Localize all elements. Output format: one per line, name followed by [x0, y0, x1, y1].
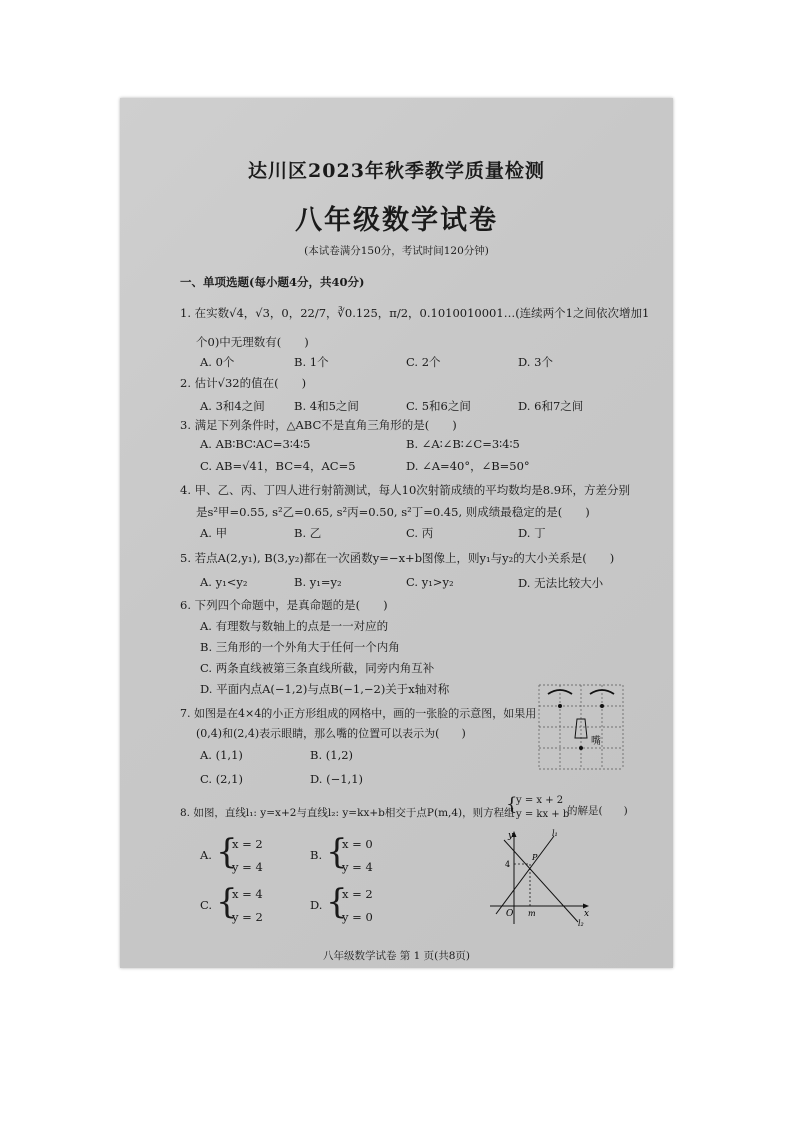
- l2-label: l₂: [578, 919, 584, 928]
- question-4-stem: 4. 甲、乙、丙、丁四人进行射箭测试，每人10次射箭成绩的平均数均是8.9环，方差分别: [180, 483, 631, 497]
- exam-title: 八年级数学试卷: [295, 205, 498, 236]
- question-5-stem: 5. 若点A(2,y₁), B(3,y₂)都在一次函数y=−x+b图像上，则y₁与y₂的大小关系是( ): [180, 551, 615, 565]
- q1-option-d: D. 3个: [518, 355, 553, 369]
- question-8-stem: 8. 如图，直线l₁: y=x+2与直线l₂: y=kx+b相交于点P(m,4)，则方程组: [180, 807, 515, 819]
- question-3-stem: 3. 满足下列条件时，△ABC不是直角三角形的是( ): [180, 418, 457, 432]
- right-eye: [600, 704, 604, 708]
- question-2-stem: 2. 估计√32的值在( ): [180, 376, 307, 390]
- four-label: 4: [505, 860, 511, 869]
- line-l2: [504, 840, 578, 922]
- q8-option-a-bottom: y = 4: [232, 860, 263, 874]
- q8-option-a-brace: {: [216, 832, 238, 872]
- q8-option-c-bottom: y = 2: [232, 910, 263, 924]
- q7-option-b: B. (1,2): [310, 748, 354, 762]
- system-brace: {: [506, 794, 518, 815]
- q3-option-b: B. ∠A∶∠B∶∠C=3∶4∶5: [406, 437, 520, 451]
- question-1-stem-cont: 个0)中无理数有( ): [196, 335, 309, 349]
- q5-option-d: D. 无法比较大小: [518, 576, 604, 590]
- origin-label: O: [506, 909, 514, 919]
- q8-option-a-letter: A.: [200, 848, 212, 862]
- q6-option-d: D. 平面内点A(−1,2)与点B(−1,−2)关于x轴对称: [200, 682, 450, 696]
- q8-option-d-letter: D.: [310, 898, 323, 912]
- q8-option-d-brace: {: [326, 882, 348, 922]
- q6-option-b: B. 三角形的一个外角大于任何一个内角: [200, 640, 400, 654]
- left-eye: [558, 704, 562, 708]
- q8-option-b-bottom: y = 4: [342, 860, 373, 874]
- question-1-stem: 1. 在实数√4，√3，0，22/7，∛0.125，π/2，0.1010010001…(连续两个1之间依次增加1: [180, 306, 650, 320]
- p-label: P: [532, 853, 538, 862]
- q1-option-b: B. 1个: [294, 355, 329, 369]
- q3-option-d: D. ∠A=40°，∠B=50°: [406, 459, 530, 473]
- q5-option-c: C. y₁>y₂: [406, 575, 454, 589]
- exam-paper: [120, 98, 673, 968]
- q1-option-a: A. 0个: [200, 355, 235, 369]
- q6-option-a: A. 有理数与数轴上的点是一一对应的: [200, 619, 389, 633]
- q8-option-a-top: x = 2: [232, 837, 263, 851]
- question-7-stem-cont: (0,4)和(2,4)表示眼睛，那么嘴的位置可以表示为( ): [196, 727, 466, 740]
- q4-option-d: D. 丁: [518, 526, 546, 540]
- section-title: 一、单项选题(每小题4分，共40分): [180, 275, 365, 289]
- question-6-stem: 6. 下列四个命题中，是真命题的是( ): [180, 598, 388, 612]
- q2-option-d: D. 6和7之间: [518, 399, 584, 413]
- system-top: y = x + 2: [516, 795, 564, 806]
- m-label: m: [528, 909, 536, 918]
- q1-option-c: C. 2个: [406, 355, 441, 369]
- q2-option-a: A. 3和4之间: [200, 399, 265, 413]
- q8-option-d-top: x = 2: [342, 887, 373, 901]
- y-axis-label: y: [508, 831, 514, 841]
- question-4-stem-cont: 是s²甲=0.55, s²乙=0.65, s²丙=0.50, s²丁=0.45, 则成绩最稳定的是( ): [196, 505, 590, 519]
- q8-option-b-letter: B.: [310, 848, 323, 862]
- mouth-point: [579, 746, 583, 750]
- q7-option-a: A. (1,1): [200, 748, 243, 762]
- q2-option-b: B. 4和5之间: [294, 399, 359, 413]
- x-axis-label: x: [584, 909, 590, 919]
- q3-option-a: A. AB∶BC∶AC=3∶4∶5: [200, 437, 311, 451]
- l1-label: l₁: [552, 829, 558, 838]
- q8-option-c-letter: C.: [200, 898, 213, 912]
- system-bottom: y = kx + b: [516, 809, 570, 820]
- page-footer: 八年级数学试卷 第 1 页(共8页): [322, 950, 471, 962]
- q6-option-c: C. 两条直线被第三条直线所截，同旁内角互补: [200, 661, 435, 675]
- q4-option-a: A. 甲: [200, 526, 228, 540]
- exam-header-line1: 达川区2023年秋季教学质量检测: [248, 160, 545, 182]
- q8-option-b-top: x = 0: [342, 837, 373, 851]
- lines-figure: [486, 828, 596, 928]
- q7-option-d: D. (−1,1): [310, 772, 364, 786]
- q7-option-c: C. (2,1): [200, 772, 243, 786]
- q2-option-c: C. 5和6之间: [406, 399, 471, 413]
- q4-option-b: B. 乙: [294, 526, 322, 540]
- q8-option-c-brace: {: [216, 882, 238, 922]
- question-8-stem-tail: 的解是( ): [567, 805, 628, 817]
- q8-option-c-top: x = 4: [232, 887, 263, 901]
- line-l1: [496, 836, 554, 914]
- q3-option-c: C. AB=√41，BC=4，AC=5: [200, 459, 356, 473]
- q5-option-b: B. y₁=y₂: [294, 575, 342, 589]
- q5-option-a: A. y₁<y₂: [200, 575, 248, 589]
- q4-option-c: C. 丙: [406, 526, 434, 540]
- mouth-label: 嘴: [591, 736, 601, 747]
- q8-option-d-bottom: y = 0: [342, 910, 373, 924]
- question-7-stem: 7. 如图是在4×4的小正方形组成的网格中，画的一张脸的示意图，如果用: [180, 707, 537, 720]
- exam-note: (本试卷满分150分，考试时间120分钟): [304, 245, 489, 257]
- face-grid-figure: [536, 682, 626, 782]
- q8-option-b-brace: {: [326, 832, 348, 872]
